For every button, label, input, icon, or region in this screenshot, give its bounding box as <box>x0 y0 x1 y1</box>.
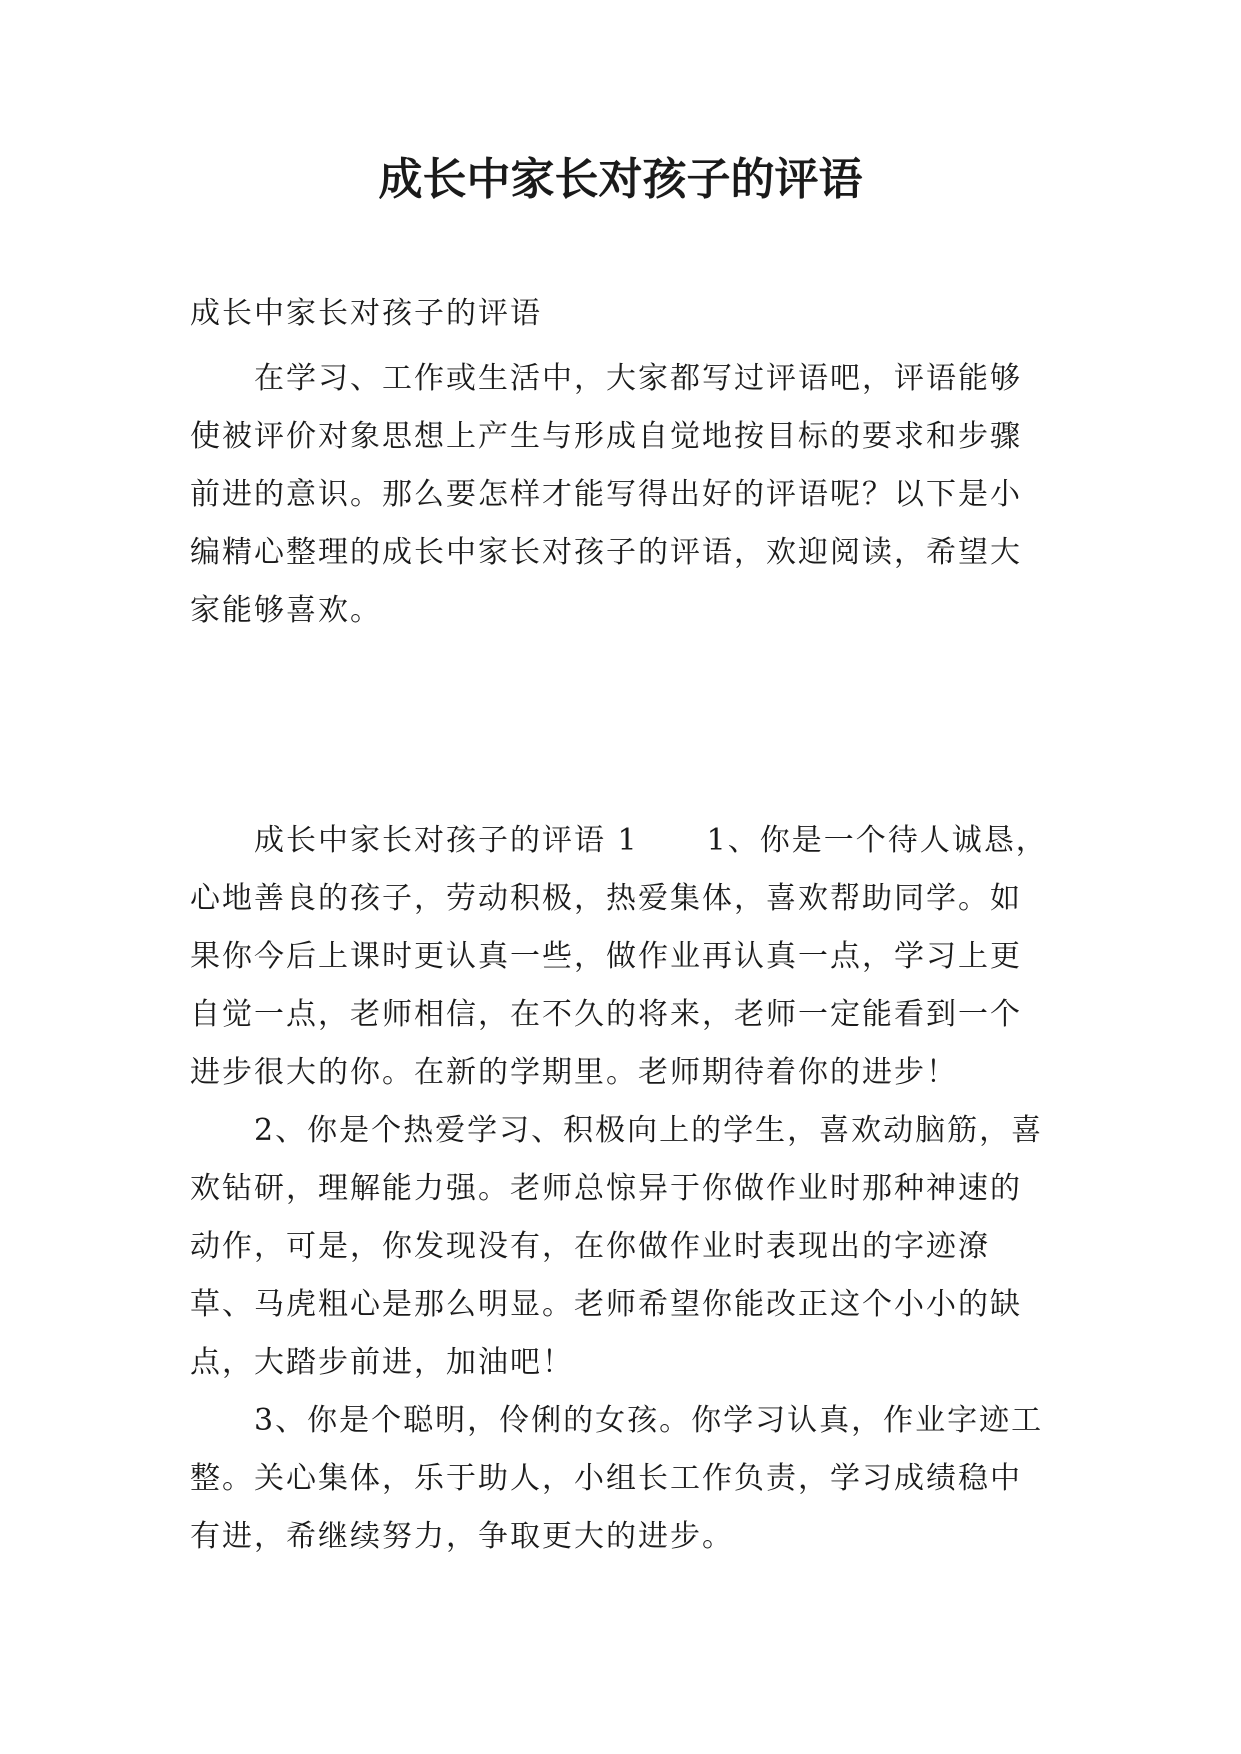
intro-paragraph: 在学习、工作或生活中，大家都写过评语吧，评语能够使被评价对象思想上产生与形成自觉地按目标的要求和步骤前进的意识。那么要怎样才能写得出好的评语呢？以下是小编精心整理的成长中家长对孩子的评语，欢迎阅读，希望大家能够喜欢。 <box>190 361 1022 628</box>
section-1-heading: 成长中家长对孩子的评语 1 <box>254 823 639 858</box>
document-subtitle: 成长中家长对孩子的评语 <box>190 296 542 331</box>
section-1-paragraph <box>190 812 1050 1102</box>
item-3-paragraph: 3、你是个聪明，伶俐的女孩。你学习认真，作业字迹工整。关心集体，乐于助人，小组长工作负责，学习成绩稳中有进，希继续努力，争取更大的进步。 <box>190 1403 1044 1554</box>
section-1-text: 1、你是一个待人诚恳，心地善良的孩子，劳动积极，热爱集体，喜欢帮助同学。如果你今后上课时更认真一些，做作业再认真一点，学习上更自觉一点，老师相信，在不久的将来，老师一定能看到一个进步很大的你。在新的学期里。老师期待着你的进步！ <box>190 823 1048 1090</box>
item-2-paragraph: 2、你是个热爱学习、积极向上的学生，喜欢动脑筋，喜欢钻研，理解能力强。老师总惊异于你做作业时那种神速的动作，可是，你发现没有，在你做作业时表现出的字迹潦草、马虎粗心是那么明显。老师希望你能改正这个小小的缺点，大踏步前进，加油吧！ <box>190 1113 1044 1380</box>
document-title: 成长中家长对孩子的评语 <box>378 154 863 205</box>
